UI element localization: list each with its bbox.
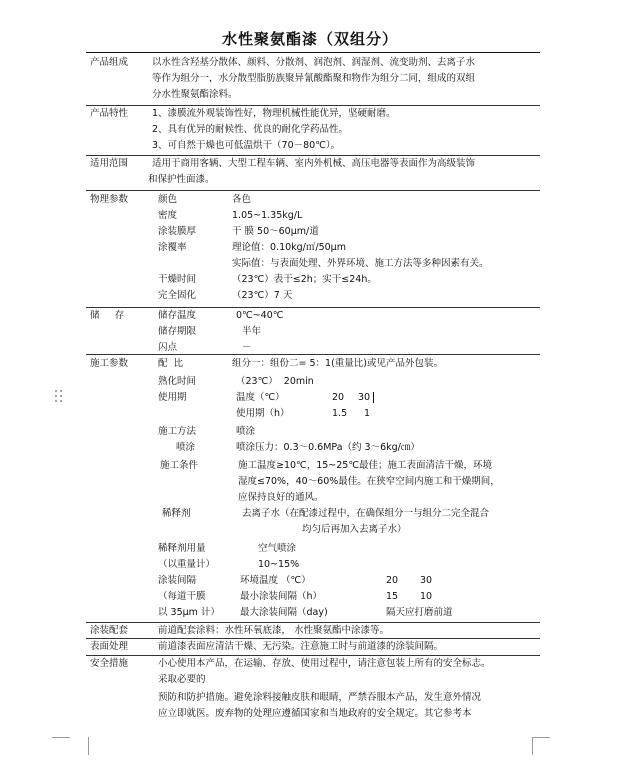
spray-key: 喷涂: [176, 442, 196, 453]
storage-key: 闪点: [158, 342, 178, 353]
section-label-scope: 适用范围: [90, 158, 129, 169]
physical-value: 1.05~1.35kg/L: [232, 210, 303, 221]
crop-mark: [532, 737, 550, 756]
pot-temp-value: 30: [358, 392, 371, 403]
scope-line: 和保护性面漆。: [148, 174, 215, 185]
thinner-key: 稀释剂: [162, 508, 191, 519]
section-label-surface: 表面处理: [90, 641, 129, 652]
rule: [86, 307, 540, 308]
physical-value: 干 膜 50～60μm/道: [232, 226, 319, 237]
ratio-value: 组分一：组份二= 5：1(重量比)或见产品外包装。: [232, 358, 443, 369]
ratio-key: 配 比: [158, 358, 184, 369]
thinner-line: 去离子水（在配漆过程中，在确保组分一与组分二完全混合: [242, 508, 490, 519]
condition-key: 施工条件: [160, 460, 199, 471]
ripen-value: （23℃） 20min: [236, 376, 314, 387]
interval-temp: 20: [386, 575, 399, 586]
rule: [86, 105, 540, 106]
interval-max-label: 最大涂装间隔（day): [240, 607, 328, 618]
pot-temp-label: 温度（℃）: [236, 392, 285, 403]
interval-max: 隔天应打磨前道: [386, 607, 453, 618]
section-label-storage: 储 存: [90, 310, 125, 321]
composition-line: 分水性聚氨酯涂料。: [152, 89, 238, 100]
drag-handle-icon[interactable]: [55, 390, 63, 404]
interval-min: 15: [386, 591, 399, 602]
thinner-line: 均匀后再加入去离子水）: [302, 524, 407, 535]
features-line: 2、具有优异的耐候性、优良的耐化学药品性。: [152, 124, 349, 135]
rule: [86, 155, 540, 156]
interval-env-label: 环境温度 （℃）: [240, 575, 311, 586]
section-label-safety: 安全措施: [90, 658, 129, 669]
section-label-construction: 施工参数: [90, 358, 129, 369]
interval-key: 涂装间隔: [158, 575, 197, 586]
interval-key: （每道干膜: [158, 591, 206, 602]
surface-line: 前道漆表面应清洁干燥、无污染。注意施工时与前道漆的涂装间隔。: [158, 641, 444, 652]
dosage-key: 稀释剂用量: [158, 543, 206, 554]
section-label-matching: 涂装配套: [90, 625, 129, 636]
safety-line: 应立即就医。废弃物的处理应遵循国家和当地政府的安全规定。其它参考本: [158, 708, 472, 719]
interval-temp: 30: [420, 575, 433, 586]
features-line: 3、可自然干燥也可低温烘干（70－80℃）。: [152, 140, 341, 151]
section-label-physical: 物理参数: [90, 194, 129, 205]
scope-line: 适用于商用客辆、大型工程车辆、室内外机械、高压电器等表面作为高级装饰: [152, 158, 476, 169]
ripen-key: 熟化时间: [158, 376, 197, 387]
storage-value: －: [242, 342, 252, 353]
interval-min: 10: [420, 591, 433, 602]
storage-value: 0℃~40℃: [236, 310, 284, 321]
rule: [86, 622, 540, 623]
rule-top: [86, 52, 540, 53]
safety-line: 采取必要的: [158, 674, 206, 685]
interval-key: 以 35μm 计）: [158, 607, 220, 618]
physical-value: 理论值：0.10kg/㎡/50μm: [232, 242, 346, 253]
storage-key: 储存期限: [158, 326, 197, 337]
interval-min-label: 最小涂装间隔（h）: [240, 591, 323, 602]
pot-period-value: 1: [364, 408, 371, 419]
condition-line: 施工温度≥10℃，15~25℃最佳；施工表面清洁干燥，环境: [238, 460, 493, 471]
physical-key: 干燥时间: [158, 274, 197, 285]
rule: [86, 655, 540, 656]
condition-line: 应保持良好的通风。: [238, 492, 324, 503]
physical-value: 各色: [232, 194, 252, 205]
dosage-method: 空气喷涂: [258, 543, 297, 554]
crop-mark: [52, 737, 70, 756]
storage-value: 半年: [242, 326, 262, 337]
condition-line: 湿度≤70%，40～60%最佳。在狭窄空间内施工和干燥期间，: [238, 476, 500, 487]
section-label-features: 产品特性: [90, 108, 129, 119]
text-cursor: [373, 392, 374, 403]
pot-period-label: 使用期（h）: [236, 408, 290, 419]
dosage-key: （以重量计）: [158, 559, 216, 570]
physical-key: 涂装膜厚: [158, 226, 197, 237]
spray-value: 喷涂压力：0.3～0.6MPa（约 3～6kg/㎝）: [236, 442, 420, 453]
features-line: 1、漆膜流外观装饰性好，物理机械性能优异，坚硬耐磨。: [152, 108, 396, 119]
rule: [86, 638, 540, 639]
safety-line: 小心使用本产品，在运输、存放、使用过程中，请注意包装上所有的安全标志。: [158, 658, 491, 669]
physical-key: 密度: [158, 210, 178, 221]
section-label-composition: 产品组成: [90, 57, 129, 68]
composition-line: 以水性含羟基分散体、颜料、分散剂、润泡剂、润湿剂、流变助剂、去离子水: [152, 57, 476, 68]
pot-temp-value: 20: [332, 392, 345, 403]
physical-key: 完全固化: [158, 290, 197, 301]
rule: [86, 190, 540, 191]
matching-line: 前道配套涂料：水性环氧底漆， 水性聚氨酯中涂漆等。: [158, 625, 390, 636]
crop-mark: [70, 737, 89, 755]
pot-life-key: 使用期: [158, 392, 187, 403]
physical-value: 实际值：与表面处理、外界环境、施工方法等多种因素有关。: [232, 258, 489, 269]
physical-key: 涂覆率: [158, 242, 187, 253]
safety-line: 预防和防护措施。避免涂料接触皮肤和眼睛，严禁吞服本产品，发生意外情况: [158, 692, 482, 703]
physical-key: 颜色: [158, 194, 178, 205]
method-key: 施工方法: [158, 426, 197, 437]
document-title: 水性聚氨酯漆（双组分）: [221, 30, 398, 48]
dosage-value: 10~15%: [258, 559, 300, 570]
storage-key: 储存温度: [158, 310, 197, 321]
rule: [86, 354, 540, 355]
physical-value: （23℃）表干≤2h；实干≤24h。: [232, 274, 377, 285]
physical-value: （23℃）7 天: [232, 290, 293, 301]
method-value: 喷涂: [236, 426, 256, 437]
composition-line: 等作为组分一，水分散型脂肪族聚异氰酸酯聚和物作为组分二同，组成的双组: [152, 73, 476, 84]
pot-period-value: 1.5: [332, 408, 348, 419]
